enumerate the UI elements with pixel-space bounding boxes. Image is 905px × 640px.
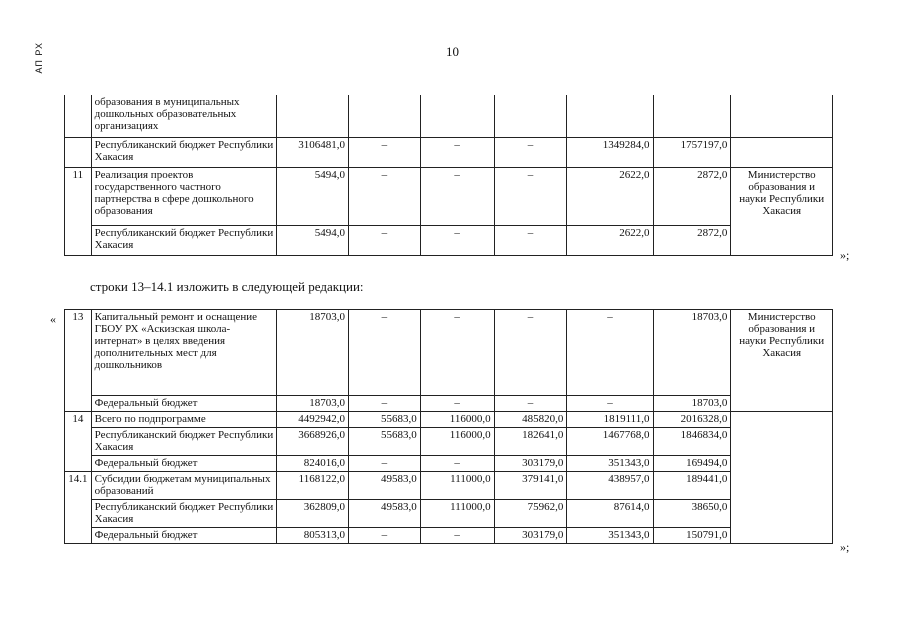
open-quote: « <box>50 312 56 326</box>
cell: – <box>349 225 421 255</box>
table-row <box>65 528 833 544</box>
cell <box>567 95 653 137</box>
table-row <box>65 137 833 167</box>
cell: – <box>349 310 421 396</box>
cell: 5494,0 <box>277 225 349 255</box>
ministry-cell <box>731 95 833 137</box>
table-row <box>65 428 833 456</box>
cell: 303179,0 <box>494 456 567 472</box>
cell: 49583,0 <box>349 472 421 500</box>
cell: – <box>349 137 421 167</box>
cell <box>349 95 421 137</box>
cell: 351343,0 <box>567 528 653 544</box>
cell: – <box>420 396 494 412</box>
ministry-cell <box>731 412 833 544</box>
cell: 379141,0 <box>494 472 567 500</box>
cell: 38650,0 <box>653 500 731 528</box>
row-number: 13 <box>65 310 92 412</box>
cell: 1757197,0 <box>653 137 731 167</box>
table-row <box>65 472 833 500</box>
cell: 116000,0 <box>420 412 494 428</box>
cell: – <box>420 167 494 225</box>
close-quote-1: »; <box>840 248 850 262</box>
cell: 1467768,0 <box>567 428 653 456</box>
close-quote-2: »; <box>840 540 850 554</box>
row-name: Федеральный бюджет <box>91 456 277 472</box>
cell <box>277 95 349 137</box>
cell: – <box>349 396 421 412</box>
cell: 75962,0 <box>494 500 567 528</box>
ministry-cell: Министерство образования и науки Республики Хакасия <box>731 310 833 412</box>
cell: 3106481,0 <box>277 137 349 167</box>
table-row <box>65 167 833 225</box>
cell: 18703,0 <box>653 310 731 396</box>
table-row <box>65 396 833 412</box>
cell: 1349284,0 <box>567 137 653 167</box>
cell: 2622,0 <box>567 167 653 225</box>
cell: 1168122,0 <box>277 472 349 500</box>
cell: 805313,0 <box>277 528 349 544</box>
cell: – <box>420 137 494 167</box>
row-number <box>65 137 92 167</box>
cell: 5494,0 <box>277 167 349 225</box>
row-name: Республиканский бюджет Республики Хакасия <box>91 428 277 456</box>
cell: 169494,0 <box>653 456 731 472</box>
cell: – <box>349 528 421 544</box>
cell: 2016328,0 <box>653 412 731 428</box>
row-name: Республиканский бюджет Республики Хакасия <box>91 500 277 528</box>
row-name: Федеральный бюджет <box>91 396 277 412</box>
cell: – <box>420 310 494 396</box>
cell: – <box>349 167 421 225</box>
cell: 351343,0 <box>567 456 653 472</box>
cell: 150791,0 <box>653 528 731 544</box>
cell: 1846834,0 <box>653 428 731 456</box>
row-number: 14 <box>65 412 92 472</box>
cell: 189441,0 <box>653 472 731 500</box>
cell: – <box>567 396 653 412</box>
cell <box>653 95 731 137</box>
table-row <box>65 500 833 528</box>
ministry-cell <box>731 137 833 167</box>
cell: – <box>494 225 567 255</box>
row-name: Реализация проектов государственного частного партнерства в сфере дошкольного образования <box>91 167 277 225</box>
table-row <box>65 456 833 472</box>
cell: – <box>420 225 494 255</box>
cell: 2872,0 <box>653 225 731 255</box>
cell: – <box>420 528 494 544</box>
table-row <box>65 310 833 396</box>
row-name: Федеральный бюджет <box>91 528 277 544</box>
row-number: 14.1 <box>65 472 92 544</box>
cell: – <box>494 396 567 412</box>
row-name: образования в муниципальных дошкольных образовательных организациях <box>91 95 277 137</box>
cell: 1819111,0 <box>567 412 653 428</box>
cell: 55683,0 <box>349 412 421 428</box>
cell: – <box>494 167 567 225</box>
table-1 <box>64 95 833 256</box>
cell: 116000,0 <box>420 428 494 456</box>
side-label: АП РХ <box>34 42 44 74</box>
cell: 87614,0 <box>567 500 653 528</box>
row-name: Капитальный ремонт и оснащение ГБОУ РХ «Аскизская школа-интернат» в целях введения дополнительных мест для дошкольников <box>91 310 277 396</box>
cell <box>494 95 567 137</box>
instruction-text: строки 13–14.1 изложить в следующей редакции: <box>90 279 364 294</box>
row-name: Субсидии бюджетам муниципальных образований <box>91 472 277 500</box>
cell: 824016,0 <box>277 456 349 472</box>
cell: 362809,0 <box>277 500 349 528</box>
row-number <box>65 95 92 137</box>
cell: – <box>494 310 567 396</box>
ministry-cell: Министерство образования и науки Республики Хакасия <box>731 167 833 255</box>
cell: 182641,0 <box>494 428 567 456</box>
cell: 485820,0 <box>494 412 567 428</box>
table-row <box>65 225 833 255</box>
cell: 303179,0 <box>494 528 567 544</box>
row-number: 11 <box>65 167 92 255</box>
row-name: Республиканский бюджет Республики Хакасия <box>91 137 277 167</box>
cell: – <box>420 456 494 472</box>
cell: 111000,0 <box>420 500 494 528</box>
table-2 <box>64 309 833 544</box>
cell <box>420 95 494 137</box>
table-row <box>65 412 833 428</box>
cell: – <box>349 456 421 472</box>
row-name: Республиканский бюджет Республики Хакасия <box>91 225 277 255</box>
cell: 111000,0 <box>420 472 494 500</box>
cell: 3668926,0 <box>277 428 349 456</box>
cell: 55683,0 <box>349 428 421 456</box>
page-number: 10 <box>446 44 459 59</box>
cell: 18703,0 <box>277 310 349 396</box>
cell: 4492942,0 <box>277 412 349 428</box>
cell: 18703,0 <box>653 396 731 412</box>
cell: – <box>494 137 567 167</box>
cell: 18703,0 <box>277 396 349 412</box>
row-name: Всего по подпрограмме <box>91 412 277 428</box>
cell: 49583,0 <box>349 500 421 528</box>
table-row <box>65 95 833 137</box>
cell: 2622,0 <box>567 225 653 255</box>
cell: 438957,0 <box>567 472 653 500</box>
cell: – <box>567 310 653 396</box>
cell: 2872,0 <box>653 167 731 225</box>
